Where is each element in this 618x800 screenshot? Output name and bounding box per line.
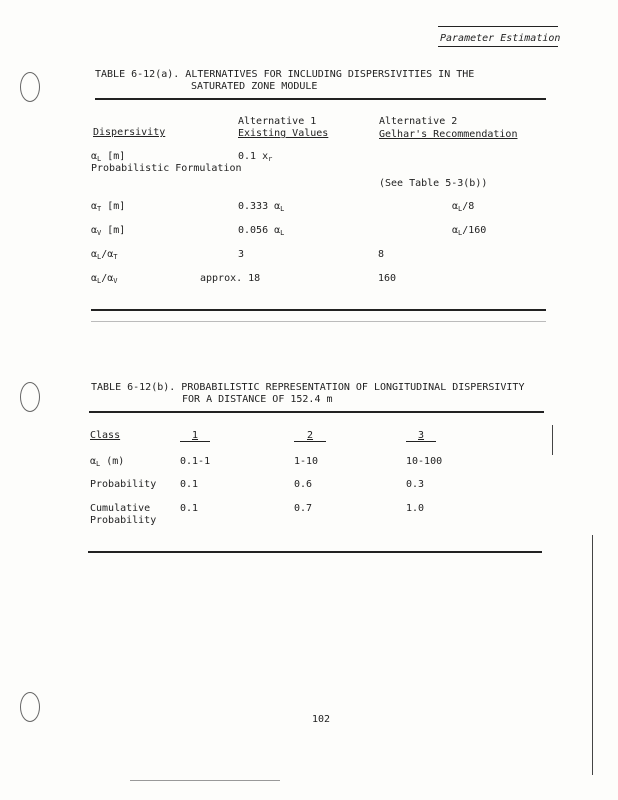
table-b-row-label-line2: Probability: [90, 515, 157, 526]
table-b-header-c2-underline: [294, 441, 326, 442]
table-a-bottom-rule: [91, 309, 546, 311]
table-b-row-c3: 0.3: [406, 479, 425, 490]
table-b-row-c3: 10-100: [406, 456, 443, 467]
table-b-row-c2: 0.7: [294, 503, 313, 514]
table-b-row-c1: 0.1-1: [180, 456, 211, 467]
table-a-param-header: Dispersivity: [93, 127, 166, 138]
table-a-row-alt1: approx. 18: [200, 273, 261, 284]
table-a-row-alt1: 3: [238, 249, 245, 260]
running-title: Parameter Estimation: [440, 33, 561, 44]
table-a-row-alt2: 160: [378, 273, 397, 284]
scan-speck: [552, 425, 553, 455]
table-a-bottom-rule-faint: [91, 321, 546, 322]
scan-bottom-mark: [130, 780, 280, 781]
table-a-alt2-header-line2: Gelhar's Recommendation: [379, 129, 518, 140]
table-b-row-c1: 0.1: [180, 479, 199, 490]
table-a-row-param: Probabilistic Formulation: [91, 163, 242, 174]
table-a-row-alt2: $\alpha_L/160$: [452, 225, 487, 237]
table-b-row-label: Probability: [90, 479, 157, 490]
table-b-header-c1-underline: [180, 441, 210, 442]
table-a-row-alt1: 0.333 $\alpha_L$: [238, 201, 285, 213]
punch-hole-bottom: [20, 692, 40, 722]
table-b-row-c2: 0.6: [294, 479, 313, 490]
table-b-header-class: Class: [90, 430, 121, 441]
table-b-row-c1: 0.1: [180, 503, 199, 514]
punch-hole-middle: [20, 382, 40, 412]
table-b-row-c2: 1-10: [294, 456, 319, 467]
table-b-row-label-line1: Cumulative: [90, 503, 151, 514]
table-a-top-rule: [95, 98, 546, 100]
table-a-row-param: $\alpha_L/\alpha_V$: [91, 273, 118, 285]
punch-hole-top: [20, 72, 40, 102]
table-a-row-param: $\alpha_L$ [m]: [91, 151, 126, 163]
table-a-alt1-header-line1: Alternative 1: [238, 116, 317, 127]
table-b-caption-line2: FOR A DISTANCE OF 152.4 m: [182, 394, 333, 405]
table-a-row-param: $\alpha_T$ [m]: [91, 201, 126, 213]
table-a-row-param: $\alpha_L/\alpha_T$: [91, 249, 118, 261]
table-a-alt1-header-line2: Existing Values: [238, 128, 329, 139]
header-rule: [438, 26, 558, 27]
table-a-row-param: $\alpha_V$ [m]: [91, 225, 126, 237]
table-b-row-label: $\alpha_L$ (m): [90, 456, 125, 468]
table-a-row-alt1: 0.056 $\alpha_L$: [238, 225, 285, 237]
table-a-caption-line2: SATURATED ZONE MODULE: [191, 81, 318, 92]
table-b-top-rule: [89, 411, 544, 413]
table-b-bottom-rule: [88, 551, 542, 553]
table-b-header-c1: 1: [192, 430, 199, 441]
table-a-row-alt2: $\alpha_L/8$: [452, 201, 475, 213]
scan-speck: [592, 535, 593, 775]
table-a-row-alt2: 8: [378, 249, 385, 260]
page-number: 102: [312, 714, 331, 725]
header-rule-bottom: [438, 46, 558, 47]
table-a-alt2-header-line1: Alternative 2: [379, 116, 458, 127]
table-b-header-c3-underline: [406, 441, 436, 442]
table-a-row-alt2: (See Table 5-3(b)): [379, 178, 488, 189]
table-b-row-c3: 1.0: [406, 503, 425, 514]
table-b-header-c3: 3: [418, 430, 425, 441]
table-a-row-alt1: 0.1 $x_r$: [238, 151, 273, 163]
table-b-caption-line1: TABLE 6-12(b). PROBABILISTIC REPRESENTATION OF LONGITUDINAL DISPERSIVITY: [91, 382, 525, 393]
table-a-caption-line1: TABLE 6-12(a). ALTERNATIVES FOR INCLUDING DISPERSIVITIES IN THE: [95, 69, 475, 80]
table-b-header-c2: 2: [307, 430, 314, 441]
